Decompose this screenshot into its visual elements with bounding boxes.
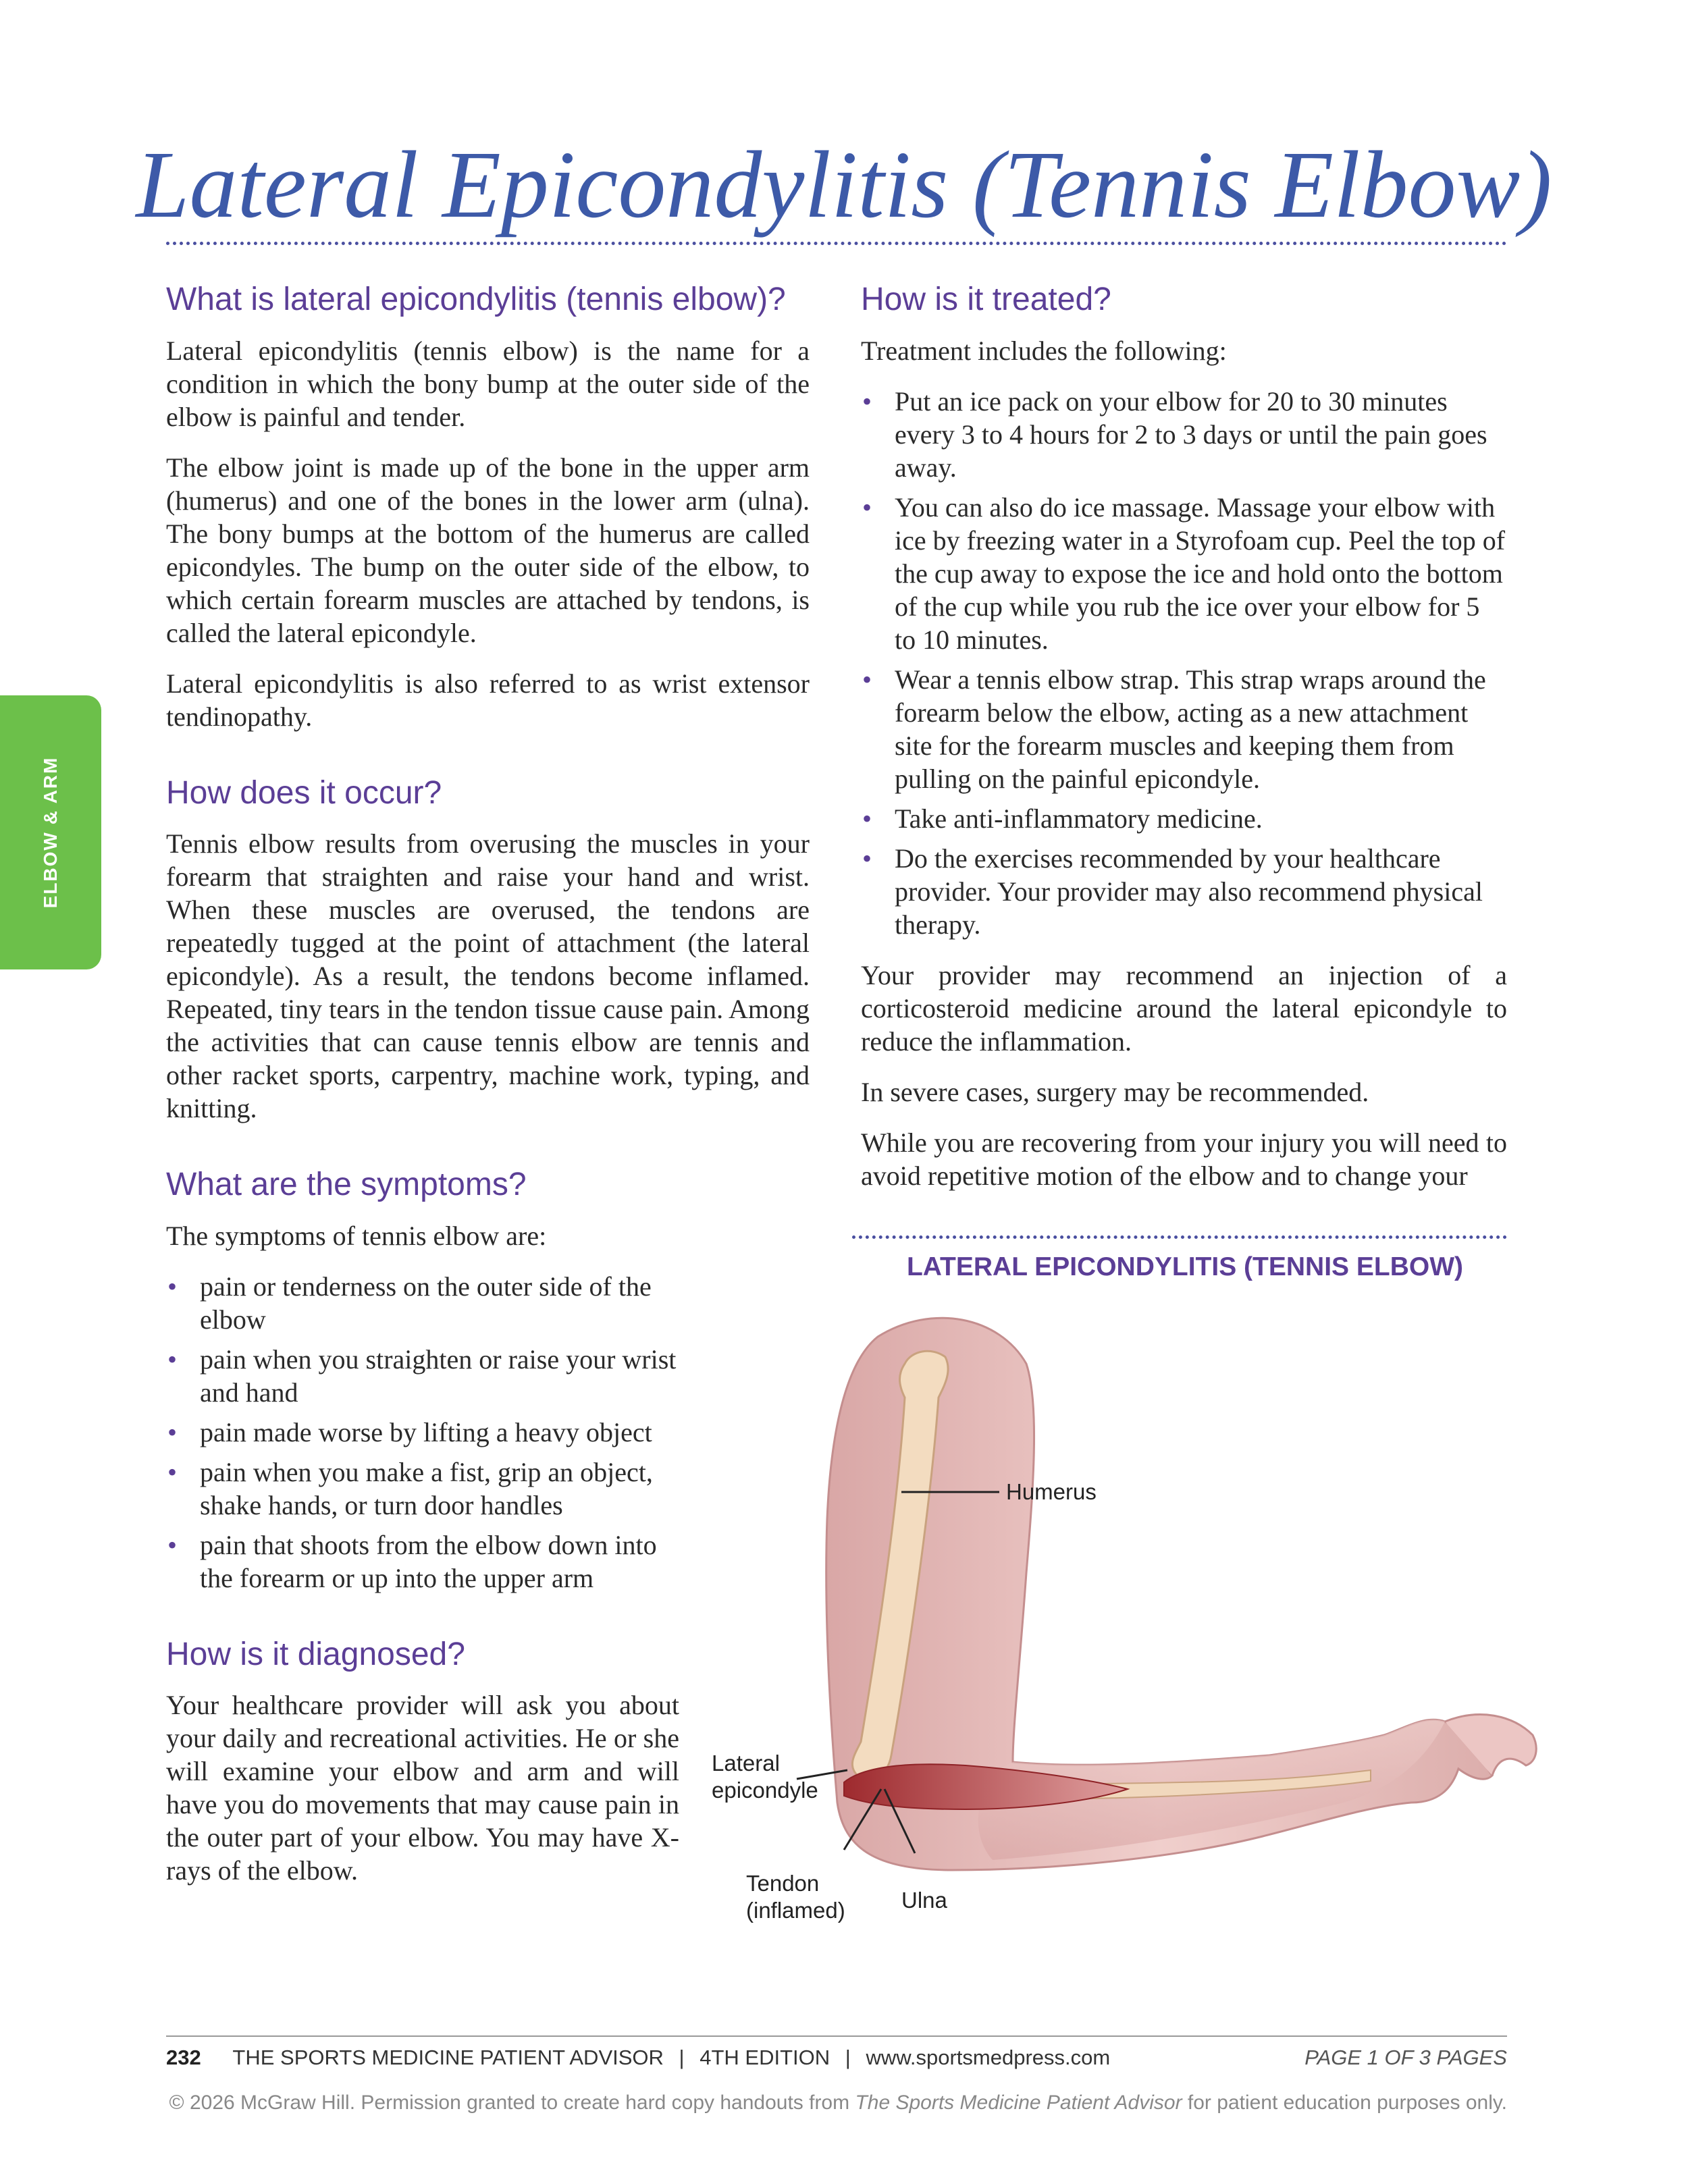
bullet-icon: • [862,491,872,523]
symptom-list [166,1270,679,1595]
edition: 4TH EDITION [700,2046,830,2069]
paragraph: In severe cases, surgery may be recommended. [861,1076,1369,1107]
list-item: • pain when you make a fist, grip an object, shake hands, or turn door handles [167,1456,653,1520]
bullet-icon: • [862,385,872,417]
bullet-icon: • [862,803,872,834]
bullet-icon: • [862,843,872,874]
paragraph: Treatment includes the following: [861,335,1227,366]
list-item: • pain made worse by lifting a heavy object [167,1416,652,1447]
list-item: • Wear a tennis elbow strap. This strap wraps around the forearm below the elbow, acting as a new attachment site for the forearm muscles and keeping them from pulling on the painful epicondyle. [862,664,1486,794]
heading-treated: How is it treated? [861,282,1111,317]
bullet-icon: • [167,1456,178,1487]
heading-diagnosed: How is it diagnosed? [166,1636,465,1672]
section-tab-label: ELBOW & ARM [40,756,61,909]
list-item: • pain that shoots from the elbow down into the forearm or up into the upper arm [167,1529,657,1593]
paragraph: Your provider may recommend an injection of a corticosteroid medicine around the lateral epicondyle to reduce the inflammation. [861,959,1507,1057]
bullet-icon: • [167,1343,178,1375]
section-tab-elbow-arm [0,695,101,969]
heading-symptoms: What are the symptoms? [166,1167,527,1203]
arm-illustration [709,1289,1546,2005]
list-item: • pain or tenderness on the outer side of the elbow [167,1271,652,1335]
paragraph: Tennis elbow results from overusing the muscles in your forearm that straighten and raise your hand and wrist. When these muscles are overused, the tendons are repeatedly tugged at the point of attachment (the lateral epicondyle). As a result, the tendons become inflamed. Repeated, tiny tears in the tendon tissue cause pain. Among the activities that can cause tennis elbow are tennis and other racket sports, carpentry, machine work, typing, and knitting. [166,828,810,1124]
figure-caption: LATERAL EPICONDYLITIS (TENNIS ELBOW) [906,1252,1464,1281]
heading-what-is: What is lateral epicondylitis (tennis elbow)? [166,282,786,317]
separator: | [845,2046,851,2069]
bullet-icon: • [167,1271,178,1302]
bullet-icon: • [862,664,872,695]
figure-divider [852,1235,1507,1239]
separator: | [679,2046,685,2069]
footer-divider [166,2035,1507,2037]
paragraph: While you are recovering from your injury you will need to avoid repetitive motion of the elbow and to change your [861,1127,1507,1191]
paragraph: Your healthcare provider will ask you about your daily and recreational activities. He or she will examine your elbow and arm and will have you do movements that may cause pain in the outer part of your elbow. You may have X-rays of the elbow. [166,1690,679,1886]
website-link[interactable]: www.sportsmedpress.com [866,2046,1111,2069]
label-ulna: Ulna [901,1888,947,1913]
list-item: • You can also do ice massage. Massage your elbow with ice by freezing water in a Styrofoam cup. Peel the top of the cup away to expose the ice and hold onto the bottom of the cup while you rub the ice over your elbow for 5 to 10 minutes. [862,491,1506,655]
paragraph: Lateral epicondylitis is also referred to as wrist extensor tendinopathy. [166,668,810,732]
right-column [861,280,1507,1210]
bullet-icon: • [167,1416,178,1447]
list-item: • pain when you straighten or raise your wrist and hand [167,1343,677,1408]
list-item: • Put an ice pack on your elbow for 20 to 30 minutes every 3 to 4 hours for 2 to 3 days or until the pain goes away. [862,385,1487,483]
page-title: Lateral Epicondylitis (Tennis Elbow) [136,131,1552,238]
list-item: • Take anti-inflammatory medicine. [862,803,1263,834]
copyright: © 2026 McGraw Hill. Permission granted to create hard copy handouts from The Sports Medicine Patient Advisor for patient education purposes only. [169,2092,1507,2114]
paragraph: The elbow joint is made up of the bone in the upper arm (humerus) and one of the bones in the lower arm (ulna). The bony bumps at the bottom of the humerus are called epicondyles. The bump on the outer side of the elbow, to which certain forearm muscles are attached by tendons, is called the lateral epicondyle. [166,452,810,648]
label-humerus: Humerus [1006,1479,1097,1504]
bullet-icon: • [167,1529,178,1560]
list-item: • Do the exercises recommended by your healthcare provider. Your provider may also recommend physical therapy. [862,843,1483,940]
book-title: THE SPORTS MEDICINE PATIENT ADVISOR [232,2046,664,2069]
treatment-list [861,385,1507,941]
paragraph: Lateral epicondylitis (tennis elbow) is the name for a condition in which the bony bump at the outer side of the elbow is painful and tender. [166,335,810,432]
page-of: PAGE 1 OF 3 PAGES [1304,2046,1507,2069]
page-number: 232 [166,2046,201,2069]
footer [166,2046,1507,2079]
paragraph: The symptoms of tennis elbow are: [166,1220,547,1251]
heading-how-occur: How does it occur? [166,774,442,811]
label-tendon: Tendon (inflamed) [746,1871,845,1923]
label-lateral-epicondyle: Lateral epicondyle [712,1751,818,1803]
title-divider [166,242,1507,245]
